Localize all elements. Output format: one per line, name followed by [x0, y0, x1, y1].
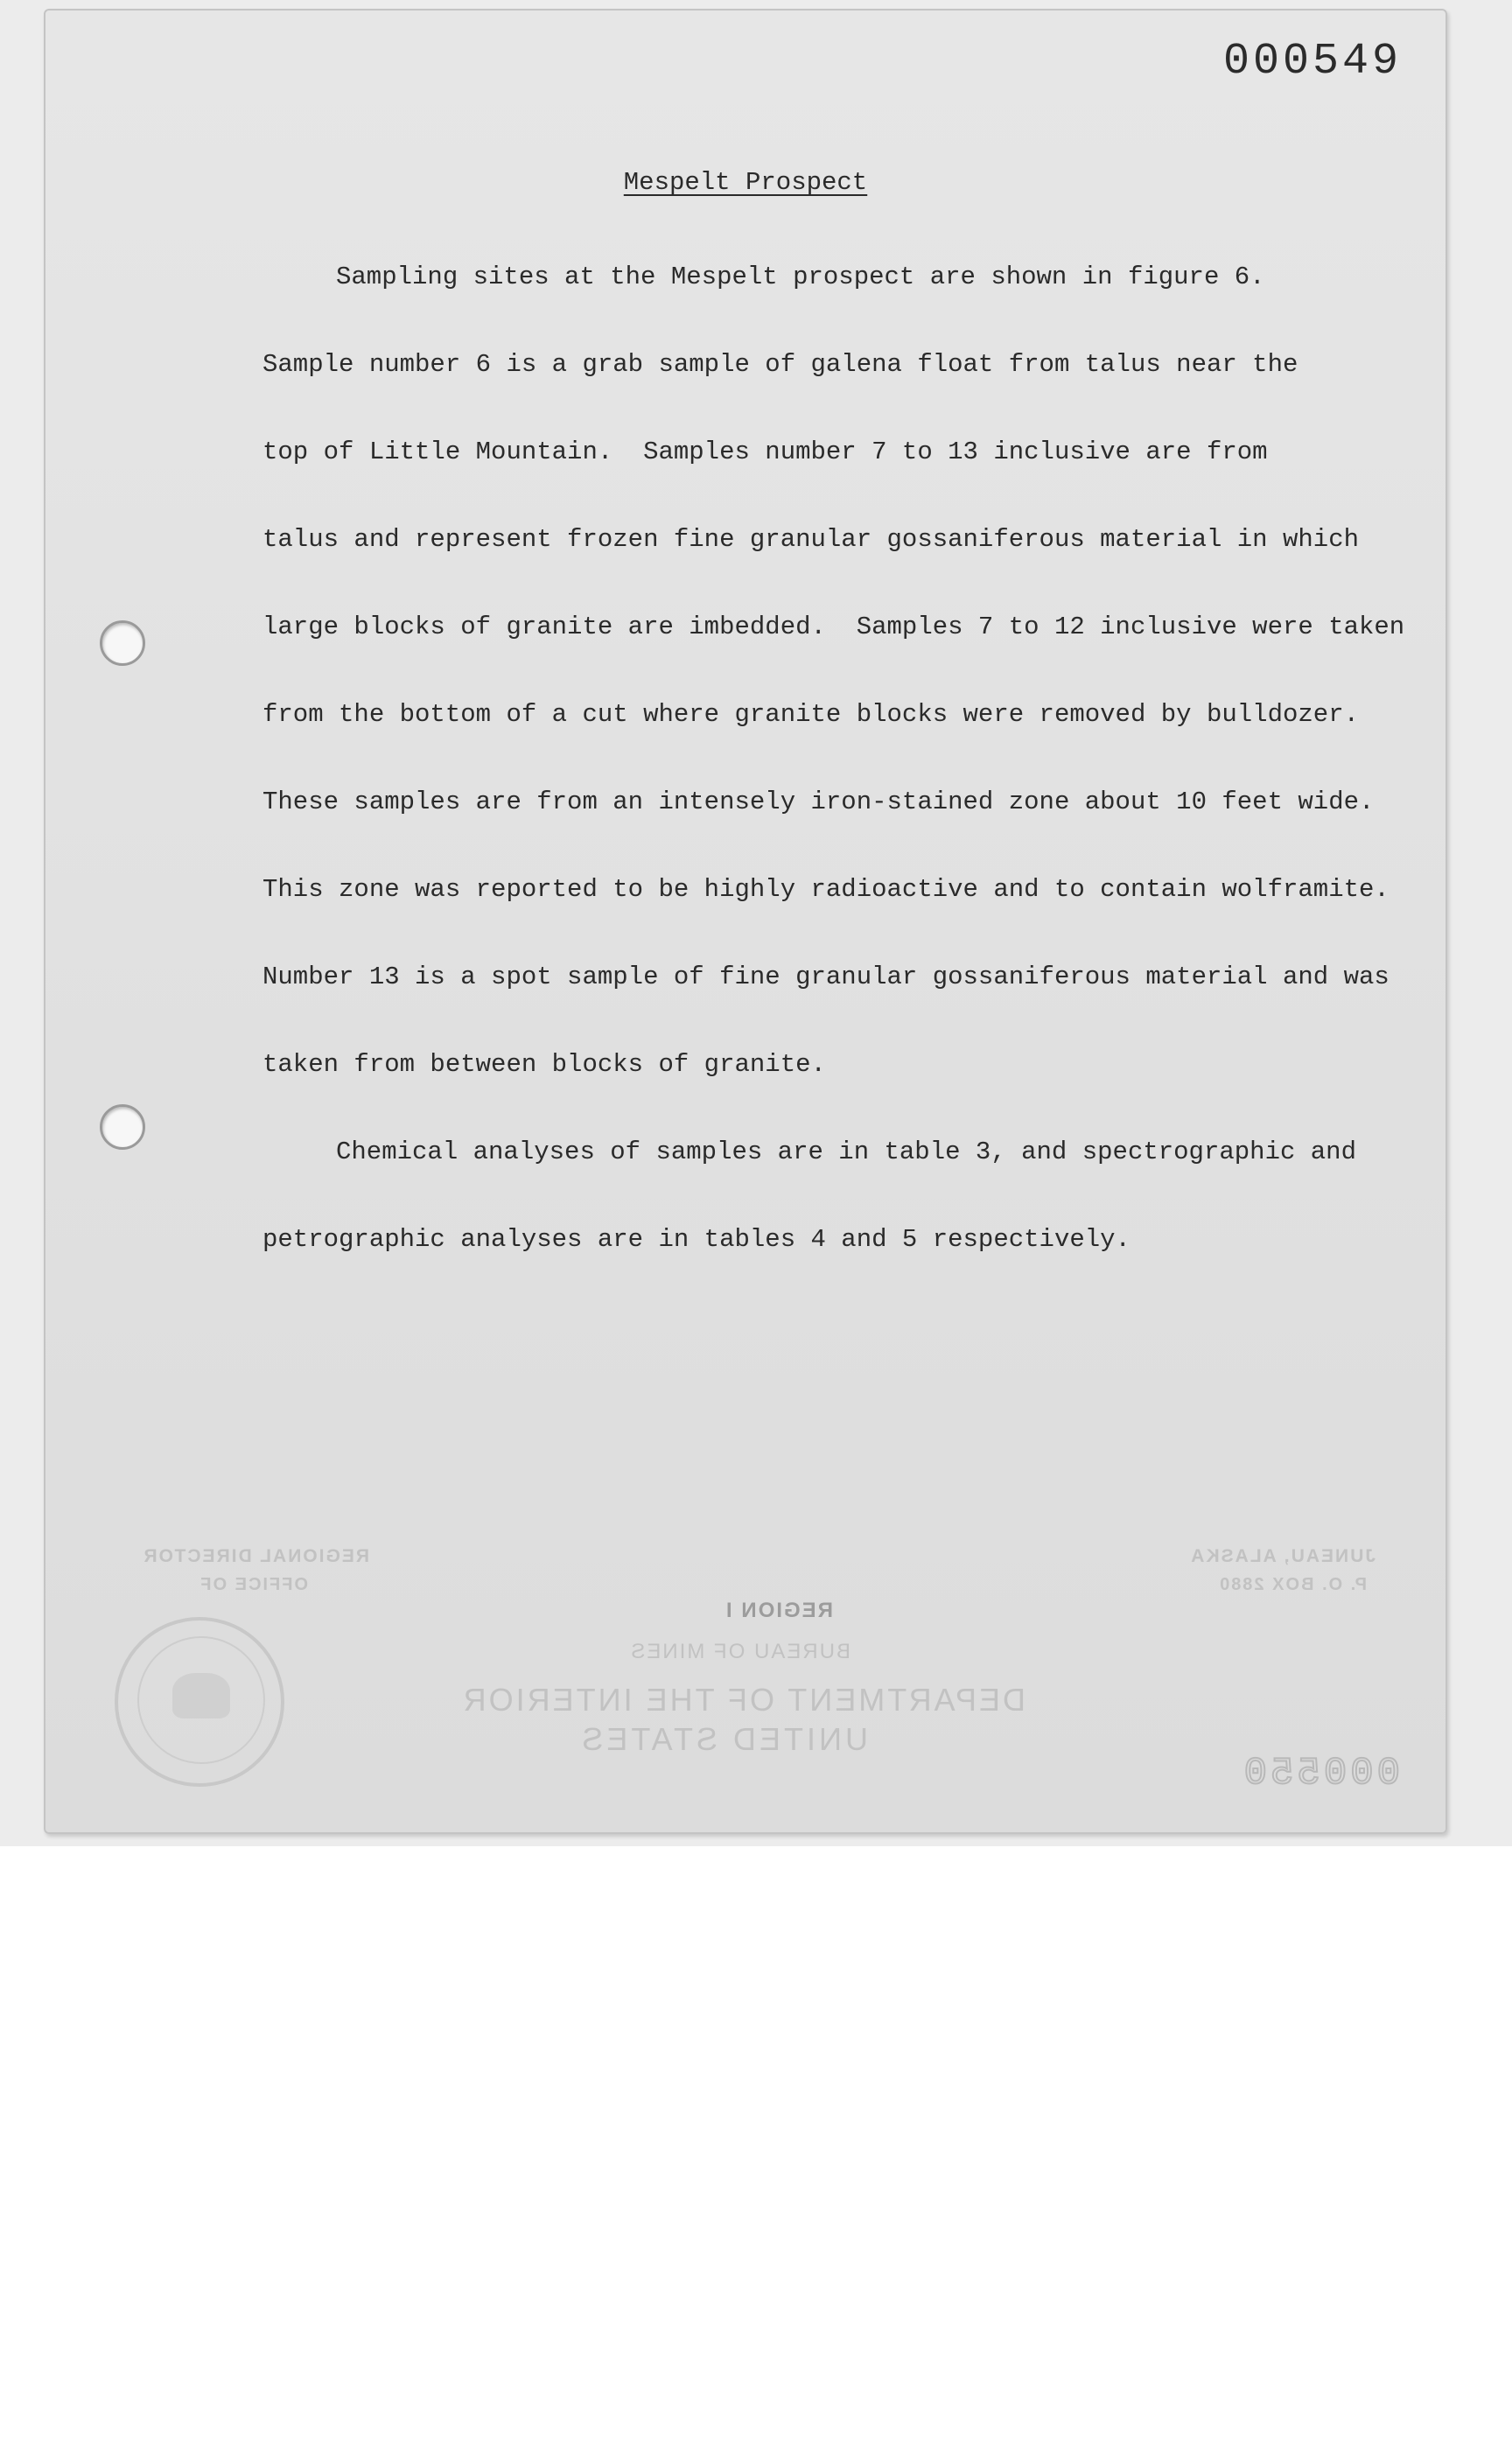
letterhead-office-of: OFFICE OF	[199, 1575, 308, 1594]
paragraph-line: taken from between blocks of granite.	[262, 1050, 826, 1079]
document-page	[44, 9, 1447, 1834]
paragraph-line: Sample number 6 is a grab sample of galena float from talus near the	[262, 350, 1298, 379]
paragraph-line: petrographic analyses are in tables 4 and 5 respectively.	[262, 1225, 1130, 1254]
stamped-page-number: 000550	[1240, 1752, 1400, 1796]
letterhead-region: REGION I	[724, 1599, 833, 1622]
paragraph-line: Sampling sites at the Mespelt prospect are shown in figure 6.	[336, 262, 1265, 291]
letterhead-bleedthrough	[46, 1524, 1446, 1796]
body-text	[262, 248, 1418, 1298]
letterhead-united-states: UNITED STATES	[578, 1721, 868, 1757]
paragraph-line: large blocks of granite are imbedded. Samples 7 to 12 inclusive were taken	[262, 612, 1405, 641]
paragraph-line: These samples are from an intensely iron-stained zone about 10 feet wide.	[262, 788, 1375, 816]
punch-hole-icon	[100, 1104, 145, 1150]
paragraph-line: top of Little Mountain. Samples number 7 to 13 inclusive are from	[262, 438, 1268, 466]
letterhead-department: DEPARTMENT OF THE INTERIOR	[460, 1682, 1026, 1718]
page-number: 000549	[1222, 37, 1402, 87]
paragraph-line: This zone was reported to be highly radioactive and to contain wolframite.	[262, 875, 1390, 904]
department-seal-icon	[115, 1617, 284, 1787]
letterhead-city: JUNEAU, ALASKA	[1189, 1546, 1376, 1566]
paragraph-line: from the bottom of a cut where granite blocks were removed by bulldozer.	[262, 700, 1360, 729]
paragraph-line: talus and represent frozen fine granular gossaniferous material in which	[262, 525, 1360, 554]
letterhead-regional-director: REGIONAL DIRECTOR	[142, 1546, 369, 1566]
letterhead-po-box: P. O. BOX 2880	[1218, 1575, 1367, 1594]
page-title: Mespelt Prospect	[623, 168, 868, 197]
paragraph-line: Chemical analyses of samples are in table 3, and spectrographic and	[336, 1138, 1356, 1166]
paragraph-line: Number 13 is a spot sample of fine granular gossaniferous material and was	[262, 962, 1390, 991]
punch-hole-icon	[100, 620, 145, 666]
letterhead-bureau: BUREAU OF MINES	[629, 1640, 850, 1663]
